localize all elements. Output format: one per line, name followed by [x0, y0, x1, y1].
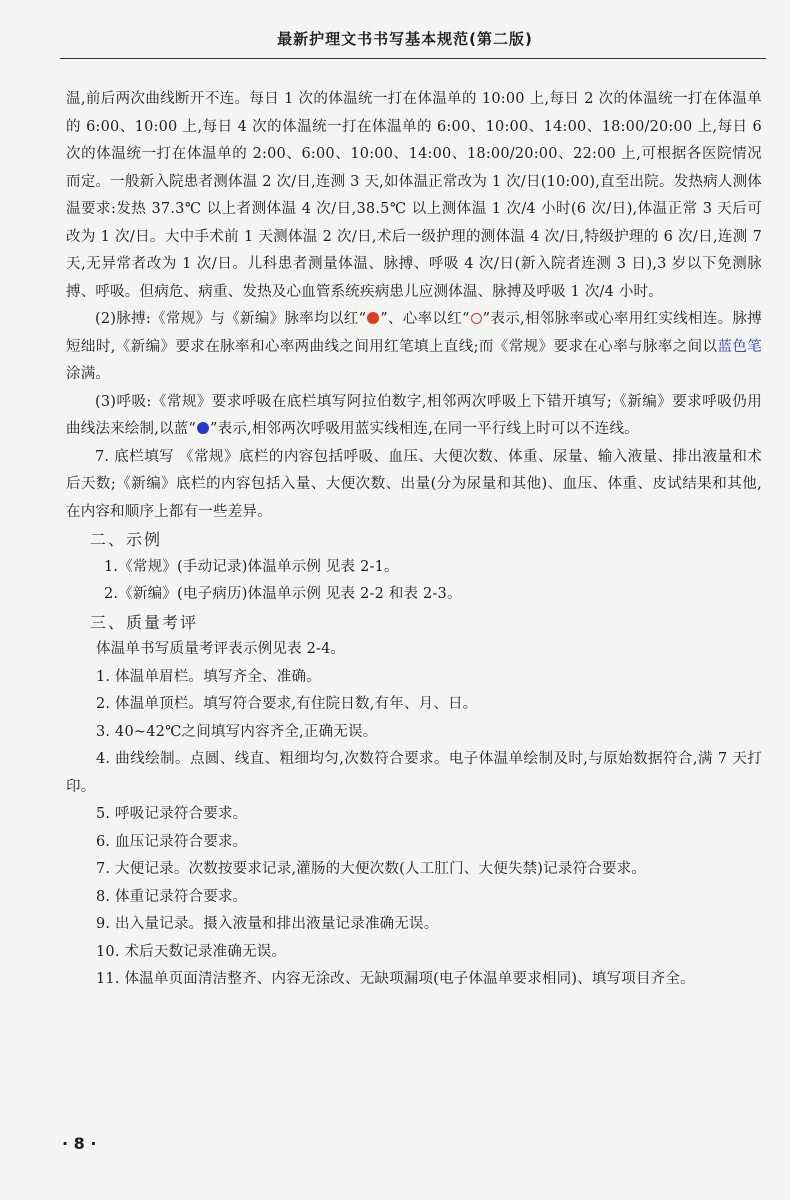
blue-filled-dot-icon: [197, 422, 209, 434]
section-heading-examples: 二、示例: [90, 530, 163, 549]
quality-item: 10. 术后天数记录准确无误。: [96, 943, 287, 960]
red-filled-dot-icon: [367, 312, 379, 324]
page-body: [66, 86, 762, 994]
quality-item: 4. 曲线绘制。点圆、线直、粗细均匀,次数符合要求。电子体温单绘制及时,与原始数据符合,满 7 天打印。: [66, 751, 762, 795]
quality-item: 1. 体温单眉栏。填写齐全、准确。: [96, 668, 321, 685]
quality-item: 7. 大便记录。次数按要求记录,灌肠的大便次数(人工肛门、大便失禁)记录符合要求。: [96, 861, 647, 877]
page-number: · 8 ·: [62, 1134, 97, 1153]
quality-item: 5. 呼吸记录符合要求。: [96, 806, 248, 822]
paragraph-respiration: (3)呼吸:《常规》要求呼吸在底栏填写阿拉伯数字,相邻两次呼吸上下错开填写;《新编》要求呼吸仍用曲线法来绘制,以蓝“ ”表示,相邻两次呼吸用蓝实线相连,在同一平行线上时可以不连线。: [66, 393, 762, 437]
blue-pen-text: 蓝色笔: [717, 338, 762, 355]
quality-item: 2. 体温单顶栏。填写符合要求,有住院日数,有年、月、日。: [96, 696, 478, 712]
quality-item: 3. 40~42℃之间填写内容齐全,正确无误。: [96, 723, 378, 740]
example-item: 2.《新编》(电子病历)体温单示例 见表 2-2 和表 2-3。: [104, 586, 462, 602]
example-item: 1.《常规》(手动记录)体温单示例 见表 2-1。: [104, 558, 399, 575]
quality-item: 11. 体温单页面清洁整齐、内容无涂改、无缺项漏项(电子体温单要求相同)、填写项目齐全。: [96, 971, 695, 987]
quality-item: 9. 出入量记录。摄入液量和排出液量记录准确无误。: [96, 916, 439, 932]
quality-item: 8. 体重记录符合要求。: [96, 888, 248, 905]
quality-intro: 体温单书写质量考评表示例见表 2-4。: [96, 641, 346, 657]
paragraph-bottom-rows: 7. 底栏填写 《常规》底栏的内容包括呼吸、血压、大便次数、体重、尿量、输入液量、排出液量和术后天数;《新编》底栏的内容包括入量、大便次数、出量(分为尿量和其他)、血压、体重、皮试结果和其他,在内容和顺序上都有一些差异。: [66, 448, 762, 520]
running-header: 最新护理文书书写基本规范(第二版): [277, 30, 533, 48]
paragraph-pulse: (2)脉搏:《常规》与《新编》脉率均以红“ ”、心率以红“ ”表示,相邻脉率或心率用红实线相连。脉搏短绌时,《新编》要求在脉率和心率两曲线之间用红笔填上直线;而《常规》要求在心率与脉率之间以蓝色笔涂满。: [66, 311, 762, 382]
section-heading-quality: 三、质量考评: [90, 612, 199, 632]
header-rule: [60, 58, 766, 59]
red-ring-icon: [471, 313, 482, 324]
paragraph-temperature: 温,前后两次曲线断开不连。每日 1 次的体温统一打在体温单的 10:00 上,每日 2 次的体温统一打在体温单的 6:00、10:00 上,每日 4 次的体温统一打在体温单的 6:00、10:00、14:00、18:00/20:00 上,每日 6 次的体温统一打在体温单的 2:00、6:00、10:00、14:00、18:00/20:00、22:00 上,可根据各医院情况而定。一般新入院患者测体温 2 次/日,连测 3 天,如体温正常改为 1 次/日(10:00),直至出院。发热病人测体温要求:发热 37.3℃ 以上者测体温 4 次/日,38.5℃ 以上测体温 1 次/4 小时(6 次/日),体温正常 3 天后可改为 1 次/日。大中手术前 1 天测体温 2 次/日,术后一级护理的测体温 4 次/日,特级护理的 6 次/日,连测 7 天,无异常者改为 1 次/日。儿科患者测量体温、脉搏、呼吸 4 次/日(新入院者连测 3 日),3 岁以下免测脉搏、呼吸。但病危、病重、发热及心血管系统疾病患儿应测体温、脉搏及呼吸 1 次/4 小时。: [66, 91, 762, 300]
quality-item: 6. 血压记录符合要求。: [96, 833, 248, 850]
